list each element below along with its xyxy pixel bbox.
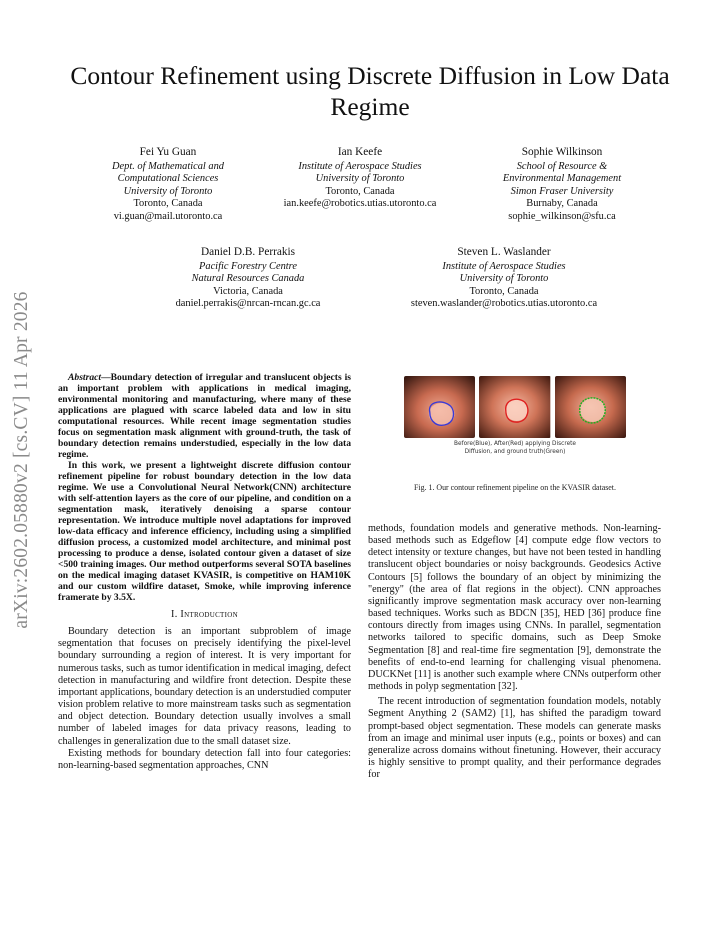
author-location: Toronto, Canada: [133, 198, 203, 210]
author-name: Daniel D.B. Perrakis: [200, 246, 296, 258]
author-affiliation: School of Resource &: [516, 160, 608, 172]
figure-image-ground-truth: [555, 376, 626, 438]
arxiv-sidebar-stamp: [2, 250, 42, 670]
author-email: daniel.perrakis@nrcan-rncan.gc.ca: [175, 298, 321, 310]
right-paragraph-1: methods, foundation models and generative methods. Non-learning-based methods such as Edgeflow [4] compute edge flow vectors to detect intensity or texture changes, but have not been tested in handling translucent object boundaries or noisy backgrounds. Geodesics Active Contours [5] follows the boundary of an object by minimizing the "energy" (the area of flat regions in the object). CNN approaches significantly improve segmentation mask accuracy over non-learning based techniques. Works such as BDCN [35], HED [36] produce fine contours directly from images using CNNs. In parallel, segmentation networks tailored to specific domains, such as Deep Smoke Segmentation [8] and real-time fire segmentation [9], demonstrate the benefits of end-to-end learning for challenging visual phenomena. DUCKNet [11] is another such example where CNNs outperform other methods in polyp segmentation [32].: [368, 523, 661, 693]
author-affiliation: University of Toronto: [459, 273, 549, 285]
author-name: Fei Yu Guan: [139, 146, 197, 158]
author-name: Sophie Wilkinson: [521, 146, 603, 158]
right-column: [368, 523, 661, 781]
author-email: vi.guan@mail.utoronto.ca: [113, 210, 223, 222]
abstract-paragraph-2: In this work, we present a lightweight discrete diffusion contour refinement pipeline for robust boundary detection in the low data regime. We use a Convolutional Neural Network(CNN) architecture with self-attention layers as the core of our pipeline, and condition on a segmentation mask, iteratively denoising a sparse contour representation. We introduce multiple novel adaptations for improved low-data efficacy and inference efficiency, including using a simplified diffusion process, a customized model architecture, and minimal post processing to produce a dense, isolated contour given a dataset of size <500 training images. Our method outperforms several SOTA baselines on the medical imaging dataset KVASIR, is competitive on HAM10K and our custom wildfire dataset, Smoke, while improving inference framerate by 3.5X.: [58, 460, 351, 603]
abstract: [58, 372, 351, 603]
author-affiliation: Natural Resources Canada: [191, 273, 305, 285]
figure-inner-caption: [404, 440, 626, 456]
author-location: Burnaby, Canada: [526, 198, 598, 210]
author-affiliation: Institute of Aerospace Studies: [298, 160, 422, 172]
figure-inner-caption-line-2: Diffusion, and ground truth(Green): [464, 449, 566, 455]
author-block-3: [480, 146, 644, 224]
author-affiliation: University of Toronto: [315, 173, 405, 185]
author-affiliation: University of Toronto: [123, 185, 213, 197]
author-affiliation: Institute of Aerospace Studies: [442, 260, 566, 272]
author-affiliation: Computational Sciences: [117, 173, 219, 185]
abstract-paragraph-1: —Boundary detection of irregular and translucent objects is an important problem with applications in medical imaging, environmental monitoring and manufacturing, where many of these applications are plagued with scarce labeled data and low in situ computational resources. While recent image segmentation studies focus on segmentation mask alignment with ground-truth, the task of boundary detection remains understudied, especially in the low data regime.: [58, 372, 351, 460]
author-email: steven.waslander@robotics.utias.utoronto.ca: [410, 298, 598, 310]
author-affiliation: Dept. of Mathematical and: [112, 160, 224, 172]
abstract-label: Abstract: [68, 372, 102, 383]
author-email: sophie_wilkinson@sfu.ca: [508, 210, 616, 222]
figure-1-caption: Fig. 1. Our contour refinement pipeline on the KVASIR dataset.: [414, 483, 616, 492]
author-affiliation: Simon Fraser University: [510, 185, 614, 197]
right-paragraph-2: The recent introduction of segmentation foundation models, notably Segment Anything 2 (SAM2) [1], has shifted the paradigm toward prompt-based object segmentation. These models can generate masks from an image and minimal user inputs (e.g., points or boxes) and can generalize across domains without finetuning. However, their accuracy is highly sensitive to prompt quality, and their performance degrades for: [368, 696, 661, 781]
figure-image-before: [404, 376, 475, 438]
author-block-5: [390, 246, 618, 311]
author-block-2: [262, 146, 458, 211]
paper-title: Contour Refinement using Discrete Diffusion in Low Data Regime: [70, 61, 670, 121]
author-location: Toronto, Canada: [325, 185, 395, 197]
author-block-4: [160, 246, 336, 311]
author-affiliation: Pacific Forestry Centre: [199, 260, 297, 272]
author-email: ian.keefe@robotics.utias.utoronto.ca: [283, 198, 437, 210]
figure-image-after: [479, 376, 550, 438]
author-affiliation: Environmental Management: [502, 173, 622, 185]
section-heading-introduction: I. Introduction: [171, 609, 238, 620]
intro-paragraph-2: Existing methods for boundary detection fall into four categories: non-learning-based segmentation approaches, CNN: [58, 747, 351, 771]
author-name: Ian Keefe: [337, 146, 383, 158]
arxiv-identifier: arXiv:2602.05880v2 [cs.CV] 11 Apr 2026: [11, 291, 32, 629]
author-block-1: [88, 146, 248, 224]
author-name: Steven L. Waslander: [457, 246, 551, 258]
author-location: Victoria, Canada: [213, 285, 283, 297]
intro-paragraph-1: Boundary detection is an important subproblem of image segmentation that focuses on precisely identifying the pixel-level boundary surrounding a region of interest. It is very important for numerous tasks, such as tumor identification in medical imaging, defect detection in manufacturing and wildfire front detection. Despite these important applications, boundary detection is an understudied computer vision problem relative to more mainstream tasks such as segmentation and object detection. Boundary detection usually involves a small number of labeled images for data privacy reasons, leading to challenges in generalization due to the small dataset size.: [58, 626, 351, 747]
left-column: [58, 372, 351, 772]
figure-inner-caption-line-1: Before(Blue), After(Red) applying Discrete: [454, 441, 576, 447]
author-location: Toronto, Canada: [469, 285, 539, 297]
figure-1-images: [404, 376, 626, 438]
